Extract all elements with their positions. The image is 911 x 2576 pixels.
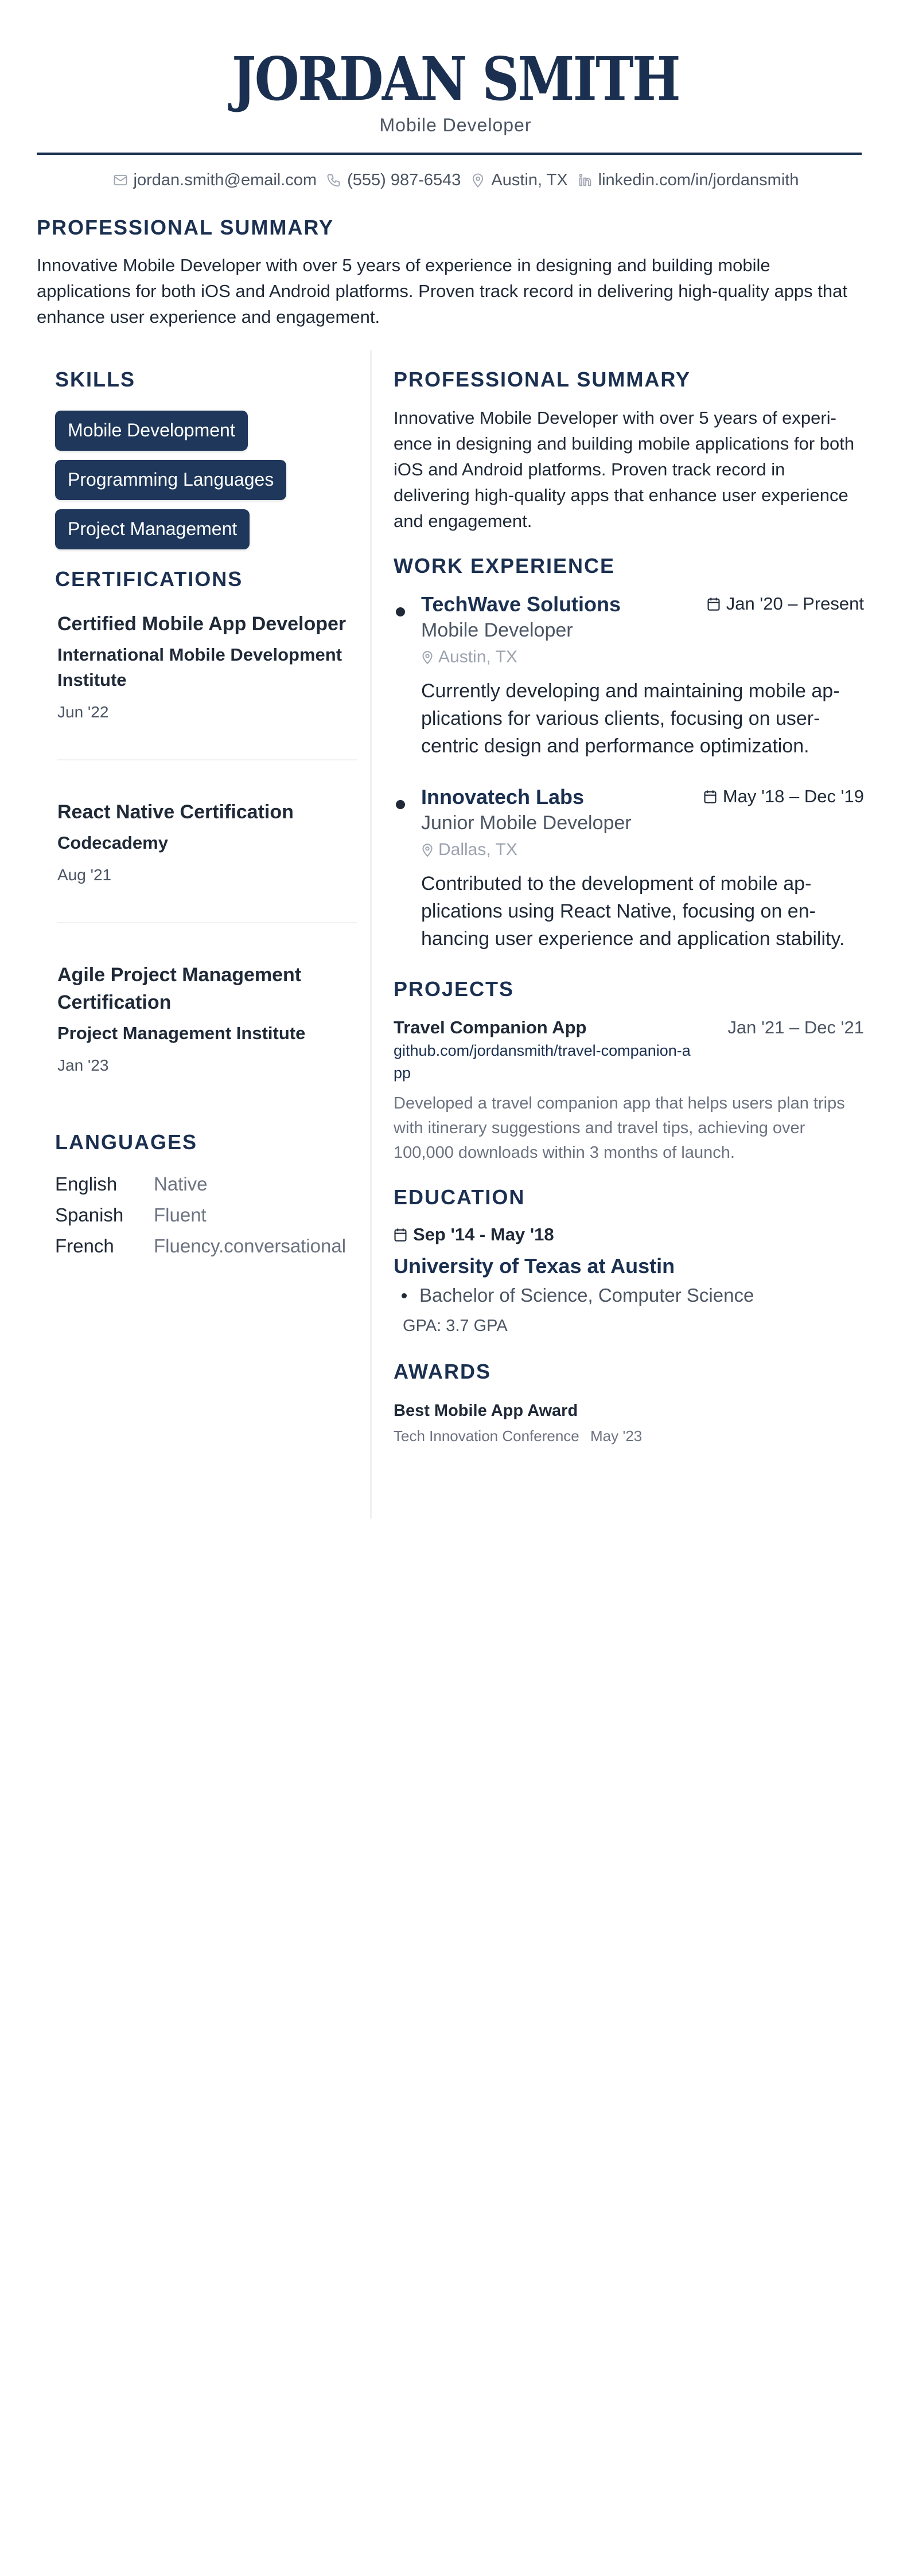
- skill-chip: Programming Languages: [55, 460, 286, 500]
- calendar-icon: [394, 1227, 407, 1242]
- skill-chip: Project Management: [55, 509, 250, 549]
- language-level: Fluent: [154, 1204, 207, 1225]
- certification-date: Jun '22: [57, 703, 109, 721]
- education-dates-text: Sep '14 - May '18: [413, 1224, 554, 1244]
- education-degree-text: Bachelor of Science, Computer Science: [419, 1285, 754, 1306]
- job-location: [421, 836, 864, 864]
- contact-phone[interactable]: [326, 171, 461, 190]
- language-level: Native: [154, 1173, 208, 1195]
- project-entry: [394, 1016, 864, 1165]
- certification-item: [55, 793, 359, 887]
- award-entry: [394, 1399, 864, 1447]
- skill-chip: Mobile Development: [55, 411, 248, 451]
- projects-heading: PROJECTS: [394, 977, 515, 1001]
- top-summary-heading: PROFESSIONAL SUMMARY: [37, 216, 334, 239]
- contact-location: [470, 171, 567, 190]
- certification-item: [55, 955, 359, 1077]
- job-role: Mobile Developer: [421, 619, 573, 641]
- job-dates: [703, 785, 864, 808]
- contact-email[interactable]: [112, 171, 317, 190]
- certification-name: Certified Mobile App Developer: [57, 613, 347, 635]
- language-name: French: [55, 1235, 114, 1256]
- map-pin-icon: [421, 650, 434, 665]
- email-text: jordan.smith@email.com: [133, 170, 317, 189]
- job-entry: [394, 591, 864, 760]
- skills-heading: SKILLS: [55, 368, 136, 391]
- job-role: Junior Mobile Developer: [421, 812, 632, 834]
- mail-icon: [112, 172, 129, 188]
- education-degree: [402, 1281, 864, 1310]
- certification-issuer: Project Management Institute: [57, 1023, 306, 1043]
- project-link[interactable]: github.com/jordansmith/travel-companion-app: [394, 1042, 691, 1082]
- job-company: TechWave Solutions: [421, 592, 621, 616]
- award-issuer: Tech Innovation Conference: [394, 1427, 579, 1445]
- timeline-dot: [396, 607, 405, 616]
- header-divider: [37, 153, 862, 155]
- timeline-dot: [396, 800, 405, 809]
- project-description: Developed a travel companion app that helps users plan trips with itinerary suggestions and travel tips, achieving over 100,000 downloads within 3 months of launch.: [394, 1094, 845, 1162]
- contact-row: [0, 169, 911, 192]
- top-summary-text: Innovative Mobile Developer with over 5 years of experience in designing and building mobile applications for both iOS and Android platforms. Proven track record in delivering high-quality apps that enhance user experience and engagement.: [37, 255, 847, 327]
- projects-section: [394, 977, 864, 1165]
- map-pin-icon: [470, 172, 486, 188]
- awards-heading: AWARDS: [394, 1360, 492, 1383]
- education-dates: [394, 1223, 864, 1247]
- phone-icon: [326, 172, 342, 188]
- calendar-icon: [707, 596, 721, 611]
- left-column: [55, 367, 359, 1262]
- language-name: Spanish: [55, 1204, 124, 1225]
- certification-divider: [57, 922, 357, 923]
- awards-section: [394, 1359, 864, 1447]
- certification-name: Agile Project Management Certification: [57, 964, 302, 1013]
- summary-section: [394, 367, 864, 534]
- job-description: Currently developing and maintaining mobile applications for various clients, focusing on user-centric design and performance optimization.: [421, 680, 840, 757]
- job-location-text: Austin, TX: [438, 647, 517, 666]
- certification-date: Jan '23: [57, 1056, 109, 1074]
- certification-item: [55, 604, 359, 724]
- candidate-name: JORDAN SMITH: [232, 44, 679, 114]
- education-school: University of Texas at Austin: [394, 1254, 675, 1278]
- language-row: [55, 1200, 359, 1231]
- candidate-title: Mobile Developer: [379, 115, 532, 135]
- calendar-icon: [703, 789, 717, 804]
- skills-section: [55, 367, 359, 559]
- language-row: [55, 1169, 359, 1200]
- education-section: [394, 1185, 864, 1338]
- certifications-section: [55, 567, 359, 1077]
- summary-text: Innovative Mobile Developer with over 5 years of experience in designing and building mobile applications for both iOS and Android platforms. Proven track record in delivering high-quality apps that enhance user experience and engagement.: [394, 408, 855, 531]
- map-pin-icon: [421, 842, 434, 857]
- languages-heading: LANGUAGES: [55, 1130, 198, 1154]
- experience-section: [394, 553, 864, 953]
- award-name: Best Mobile App Award: [394, 1402, 578, 1420]
- job-dates: [707, 592, 864, 615]
- award-date: May '23: [590, 1427, 643, 1445]
- language-level: Fluency.conversational: [154, 1235, 347, 1256]
- column-divider: [370, 350, 372, 1519]
- location-text: Austin, TX: [491, 170, 568, 189]
- job-entry: [394, 784, 864, 953]
- job-description: Contributed to the development of mobile applications using React Native, focusing on enhancing user experience and application stability.: [421, 873, 845, 950]
- job-location: [421, 643, 864, 672]
- certification-issuer: Codecademy: [57, 833, 168, 853]
- certification-divider: [57, 759, 357, 760]
- linkedin-text: linkedin.com/in/jordansmith: [598, 170, 799, 189]
- contact-linkedin[interactable]: [577, 171, 799, 190]
- project-dates: Jan '21 – Dec '21: [727, 1017, 864, 1037]
- language-row: [55, 1231, 359, 1262]
- phone-text: (555) 987-6543: [347, 170, 461, 189]
- job-company: Innovatech Labs: [421, 785, 585, 809]
- certification-issuer: International Mobile Development Institute: [57, 645, 342, 690]
- experience-heading: WORK EXPERIENCE: [394, 554, 616, 577]
- languages-section: [55, 1130, 359, 1262]
- education-gpa: GPA: 3.7 GPA: [403, 1317, 508, 1335]
- bullet-icon: [402, 1293, 407, 1298]
- certification-date: Aug '21: [57, 866, 112, 884]
- job-location-text: Dallas, TX: [438, 840, 517, 859]
- education-heading: EDUCATION: [394, 1185, 525, 1209]
- skills-list: [55, 411, 359, 559]
- linkedin-icon: [577, 172, 593, 188]
- summary-heading: PROFESSIONAL SUMMARY: [394, 368, 691, 391]
- project-name: Travel Companion App: [394, 1017, 587, 1037]
- certification-name: React Native Certification: [57, 801, 294, 823]
- job-dates-text: May '18 – Dec '19: [722, 786, 864, 806]
- certifications-heading: CERTIFICATIONS: [55, 567, 243, 591]
- award-meta: [394, 1424, 864, 1447]
- job-dates-text: Jan '20 – Present: [726, 594, 864, 614]
- right-column: [394, 367, 864, 1447]
- language-name: English: [55, 1173, 118, 1195]
